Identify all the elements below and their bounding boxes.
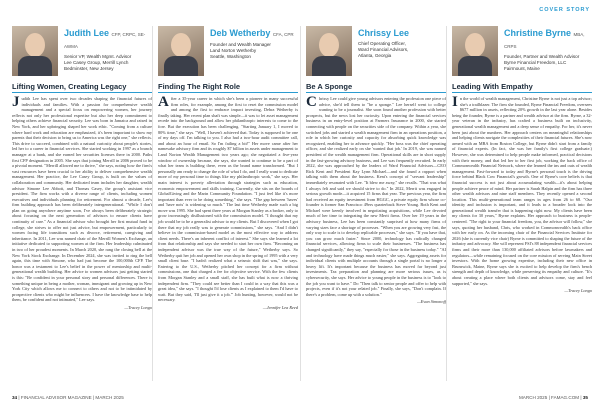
author-signature: —Tracey Longo <box>124 304 152 310</box>
profile-headline: Leading With Empathy <box>452 82 533 91</box>
profile-body <box>306 96 446 305</box>
issue-date: MARCH 2025 <box>518 395 548 400</box>
profile-name: Deb Wetherby CFA, CPR <box>210 28 294 38</box>
profile-headline: Lifting Women, Creating Legacy <box>12 82 127 91</box>
profile-firm: Land Norton Wetherby <box>210 48 257 53</box>
author-signature: —Tracey Longo <box>564 288 592 294</box>
drop-cap: I <box>452 94 458 110</box>
profile-headline: Finding The Right Role <box>158 82 241 91</box>
profile-creds: MBA, CRPS <box>504 32 585 49</box>
profile-photo <box>306 26 352 76</box>
footer-right: MARCH 2025 | FAMAG.COM | 35 <box>518 395 588 400</box>
profile-chrissy-lee <box>306 26 446 376</box>
footer-left: 34 | FINANCIAL ADVISOR MAGAZINE | MARCH 2025 <box>12 395 124 400</box>
drop-cap: A <box>158 94 169 110</box>
profile-header <box>358 28 448 59</box>
profile-body <box>452 96 592 294</box>
profile-creds: CFA, CPR <box>272 32 294 37</box>
profile-christine-byrne <box>452 26 592 376</box>
profile-header <box>504 28 594 72</box>
profile-creds: CFP, CRPC, SE-AWMA <box>64 32 146 49</box>
profile-photo <box>158 26 204 76</box>
page-gutter <box>300 26 301 381</box>
profile-name: Judith Lee CFP, CRPC, SE-AWMA <box>64 28 146 49</box>
profile-location: Bedminster, New Jersey <box>64 66 114 71</box>
author-signature: —Evan Simonoff <box>416 299 446 305</box>
headline-rule <box>12 92 152 93</box>
publication-name: FINANCIAL ADVISOR MAGAZINE <box>20 395 92 400</box>
page-number: 35 <box>582 395 588 400</box>
headline-rule <box>452 92 592 93</box>
headline-rule <box>306 92 446 93</box>
profile-location: Atlanta, Georgia <box>358 53 392 58</box>
profile-body <box>158 96 298 311</box>
profile-photo <box>452 26 498 76</box>
drop-cap: J <box>12 94 20 110</box>
profile-header <box>64 28 154 72</box>
author-signature: —Jennifer Lea Reed <box>262 304 298 310</box>
profile-firm: Lee Casey Group, Merrill Lynch <box>64 60 129 65</box>
website: FAMAG.COM <box>551 395 580 400</box>
profile-location: Seattle, Washington <box>210 54 251 59</box>
profile-header <box>210 28 300 60</box>
profile-location: Fairmount, Maine <box>504 66 540 71</box>
profile-judith-lee <box>12 26 152 376</box>
headline-rule <box>158 92 298 93</box>
drop-cap: C <box>306 94 317 110</box>
profile-body <box>12 96 152 311</box>
profile-title: Founder and Wealth Manager <box>210 42 271 47</box>
page-number: 34 <box>12 395 18 400</box>
article-text: udith Lee has spent over two decades shaping the financial futures of individuals and families. With a passion for comprehensive wealth management and a special focus on empowering women, her journey reflects not only her professional expertise but also her deep commitment to helping others achieve financial security. Lee was born in Jamaica and raised in New York, and her upbringing shaped her work ethic. "Coming from a culture where hard work and education are emphasized, it's been important to show my parents that their decision to bring us to America was the right one," she reflects. This drive to succeed, combined with a natural curiosity about people's stories, led her to a career in financial services. She started working in 1997 as a branch manager at a bank, and she earned her securities licenses there in 2000. Paths first CFP designation in 2005. She says that joining Merrill in 2006 proved to be a pivotal moment. "Merrill allowed me to thrive," she says, noting how the firm's vast resources have been crucial to her ability to deliver comprehensive wealth management. Her practice, the Lee Casey Group, is built on the values of collaboration and community. Her dedicated team includes her daughter, wealth advisor Simone Lee Abbott, and Thomas Casey, the group's assistant vice president. The firm works with a diverse range of clients, including women executives and individuals planning for retirement. For almost a decade, Lee's firm building approach has been deliberately intergenerational. "While I don't plan on going anywhere anytime soon, I've always been deliberately strategic about focusing on the next generation of advisors to ensure clients have continuity of care." As a financial advisor who brought her first mutual fund in college, she strives to offer not just advice, but empowerment, particularly to women facing life transitions such as divorce, retirement, caregiving and inheritance. In 2011, Lee was named chair of the Merrill Women's Exchange, an initiative dedicated to supporting women at the firm. Her leadership culminated in two of her proudest moments. In March 2020, she rang the closing bell at the New York Stock Exchange. In December 2024, she was invited to ring the bell again, this time with Simone, who had just become the 100,000th CFP. The honor was a testament to Lee's belief in the power of mentorship and multi-generational wealth building. Her advice to women advisors just getting started is this: "Be confident in your personal story and personal differences. There is something unique in being a mother, woman, immigrant and growing up in New York City which allows me to connect to others and not to be intimidated by prospective clients who might be influencers. I have the knowledge base to help them, be confident and not intimated," Lee says. <box>12 96 152 303</box>
profile-title: Founder, Partner and Wealth Advisor <box>504 54 580 59</box>
profile-title: Senior VP, Wealth Mgmt. Advisor <box>64 54 132 59</box>
profile-name: Chrissy Lee <box>358 28 410 38</box>
article-text: fter a 35-year career in which she's been a pioneer in many successful firm roles, for example, among the first to reset the commission model and among the first to embrace impact investing, Debra Wetherby is finally taking. Her recent plan shaft was simple—it was to let asset management recede into the background and allow her philanthropic interests to come to the fore. But the execution has been challenging. "Starting January 1, I moved to 80% time," she says. "Well, I haven't achieved that. Today is supposed to be one of my days off. I'm talking to you. I also had a two-hour audit committee call, and about an hour of email. So I'm failing a bit!" Her move came after her namesake advisory firm and its roughly $7 billion in assets under management to Land Norton Wealth Management two years ago; she negotiated a five-year window of ownership because, she says, she wanted to continue to be a part of what her team is building there, even as the brand name transformed. "But I personally am ready to change the role of what I do, and I really want to dedicate more of my personal time to things like my philanthropic work," she says. Her main interest is poverty alleviation through strategies such as education, economic empowerment and skills training. Currently, she sits on the boards of GlobalGiving and the Marin Community Foundation. "I just feel like it's more important than ever to be doing something," she says. "The gap between 'haves' and 'have nots' is widening so much." The last time Wetherby made such a big move was 1995. She had spent three years at Morgan Stanley as a broker, only to grow increasingly disillusioned with the commission model. "I thought that my job would be to be a generalist advisor to my clients. But I discovered when I got there that my job really was to generate commissions," she says. "And I didn't believe in the commission-based model as the most effective way to address client needs. There's an inherent conflict of interest." She says she learned a lot from that relationship and says she needed to start her own firm. "Becoming an independent advisor was the true way of the future," Wetherby says. So Wetherby quit her job and opened her own shop in the spring of 1995 with a very small client base. "I hadn't realized what a seismic shift that was," she says. Entering to the U.S., Wetherby pitched her concept for a firm without commissions, one that charged a fee for objective service. With the few clients from Morgan Stanley and a small staff, she has built what is now a thriving independent firm. "They could see better than I could in a way that this was a great idea," she says. "I thought I'd lose clients as I explained to them I'd have to wait. But they said, 'I'll just give it a job.'" Job hunting, however, would not be necessary. <box>158 96 298 303</box>
profile-headline: Be A Sponge <box>306 82 353 91</box>
profile-firm: Ward Financial Advisors, <box>358 47 409 52</box>
article-text: hrissy Lee could give young advisors entering the profession one piece of advice, she'd tell them to "be a sponge." Lee herself went to college wanting to be a journalist. She soon found another profession with better prospects, but the news lost her curiosity. Upon entering the financial services business in an entry-level position at Farmers Insurance in 2000, she started connecting with people on the securities side of the company. Within a year, she switched jobs and started a wealth management firm in an operations position, a role in which her curiosity and capacity for absorbing quick knowledge was recognized, enabling her to advance quickly. "Her boss was the chief operating officer, and she realized early on she 'wanted that job.' In 2019, she was named president of the wealth management firm. Operational skills are in short supply in the fast-growing advisory business, and Lee was frequently recruited. In early 2022, she was approached by the leaders of Ward Financial Advisors—CEO Rick Kent and President Kay Lynn Michael—and she found a rapport when talking with them about the business. Kent's concept of "servant leadership" immediately resonated with Lee. "It blew me away," she recalls. "That was what I always felt and said we should strive to do." In 2022, Merrit was engaged in serious growth mode—it acquired 15 firms that year. The previous year, the firm had received an equity investment from HGGC, a private equity firm whose co-founder is former San Francisco 49ers quarterback Steve Young. Both Kent and Michael were keenly involved in negotiating acquisitions, while Lee devoted much of her time to integrating the new Merit firms. Over her 19 years in the advisory business, Lee has been constantly surprised at how many firms of varying sizes face a shortage of processes. "When you are growing very fast, the only way to scale is to develop replicable processes," she says. "If you have that, you can grow much faster." Since 2000, technology has radically changed financial services, allowing firms to scale their businesses. "The business has changed significantly," they say, "especially for those in the business today." "AI and technology have made things much easier," she says. Aggregating assets for individual clients with multiple accounts through a single portal is no longer a heavy lift. It's important because the business has moved far beyond just investments. Tax preparation and planning are more serious issues, as is cybersecurity, she says. Her advice to young people in the business is to "look to the job you want to have." Do "Then talk to senior people and offer to help with projects, even if it's not your related job." Finally, she says, "Don't complain. If there's a problem, come up with a solution." <box>306 96 446 297</box>
issue-date: MARCH 2025 <box>95 395 124 400</box>
profile-deb-wetherby <box>158 26 298 376</box>
section-label: COVER STORY <box>539 7 590 13</box>
profile-name: Christine Byrne MBA, CRPS <box>504 28 585 49</box>
profile-photo <box>12 26 58 76</box>
article-text: n the world of wealth management, Christine Byrne is not just a top advisor; she's a trailblazer. The firm she founded, Byrne Financial Freedom, oversees $677 million in assets, reflecting 20% growth in the last year alone. Besides being the founder, Byrne is a partner and wealth advisor at the firm. Byrne, a 32-year veteran in the industry, has crafted a business built on inclusivity, generational wealth management and a deep sense of empathy. For her, it's never been just about the numbers. Her approach centers on meaningful relationships and helping clients navigate the complexities of their financial futures. She's now armed with an MBA from Boston College, but Byrne didn't start from a family of financial experts. (In fact, she was her family's first college graduate.) However, she was determined to help people make informed, practical decisions with their money, and that led her to her first job, working the back office of Commonwealth Financial Network, where she learned the ins and outs of wealth management. Fast-forward to today and Byrne's personal touch is the driving force behind Black Cow Financial's growth. One of Byrne's core beliefs is that financial success is not just about accumulating wealth—it's about helping people achieve peace of mind. Her partner is Sarah Halpin and the firm has three other wealth advisors and nine staff members. They recently opened a second location. This multi-generational team ranges in ages from 26 to 68. "Our identity and inclusion is important, and it leads to a broader look into the generational wealth transfer that is happening right now. My clients have been my clients for 30 years," Byrne explains. Her approach to business is people-centered. "The right to your financial freedom, you, the advisor will follow," she says, quoting her husband, Chris, who worked in Commonwealth's back office with her early on. As the incoming chair of the Financial Services Institute for 2026 (she is currently vice chair) Byrne is committed to shaping the future of the industry and advocacy. She will represent FSI's 88 independent financial services firms and their more than 130,000 affiliated advisors before lawmakers and regulators—while remaining focused on the core mission of serving Main Street investors. With the home growing expertise, including their new office in Brunswick, Maine, Byrne says she is excited to help develop the firm's bench strength and depth of knowledge, while preserving its empathy and culture. "It's about creating a place where both clients and advisors come, stay and feel supported," she says. <box>452 96 592 286</box>
column-divider <box>446 26 447 381</box>
profile-title: Chief Operating Officer, <box>358 41 406 46</box>
column-divider <box>152 26 153 381</box>
profile-firm: Byrne Financial Freedom, LLC <box>504 60 567 65</box>
